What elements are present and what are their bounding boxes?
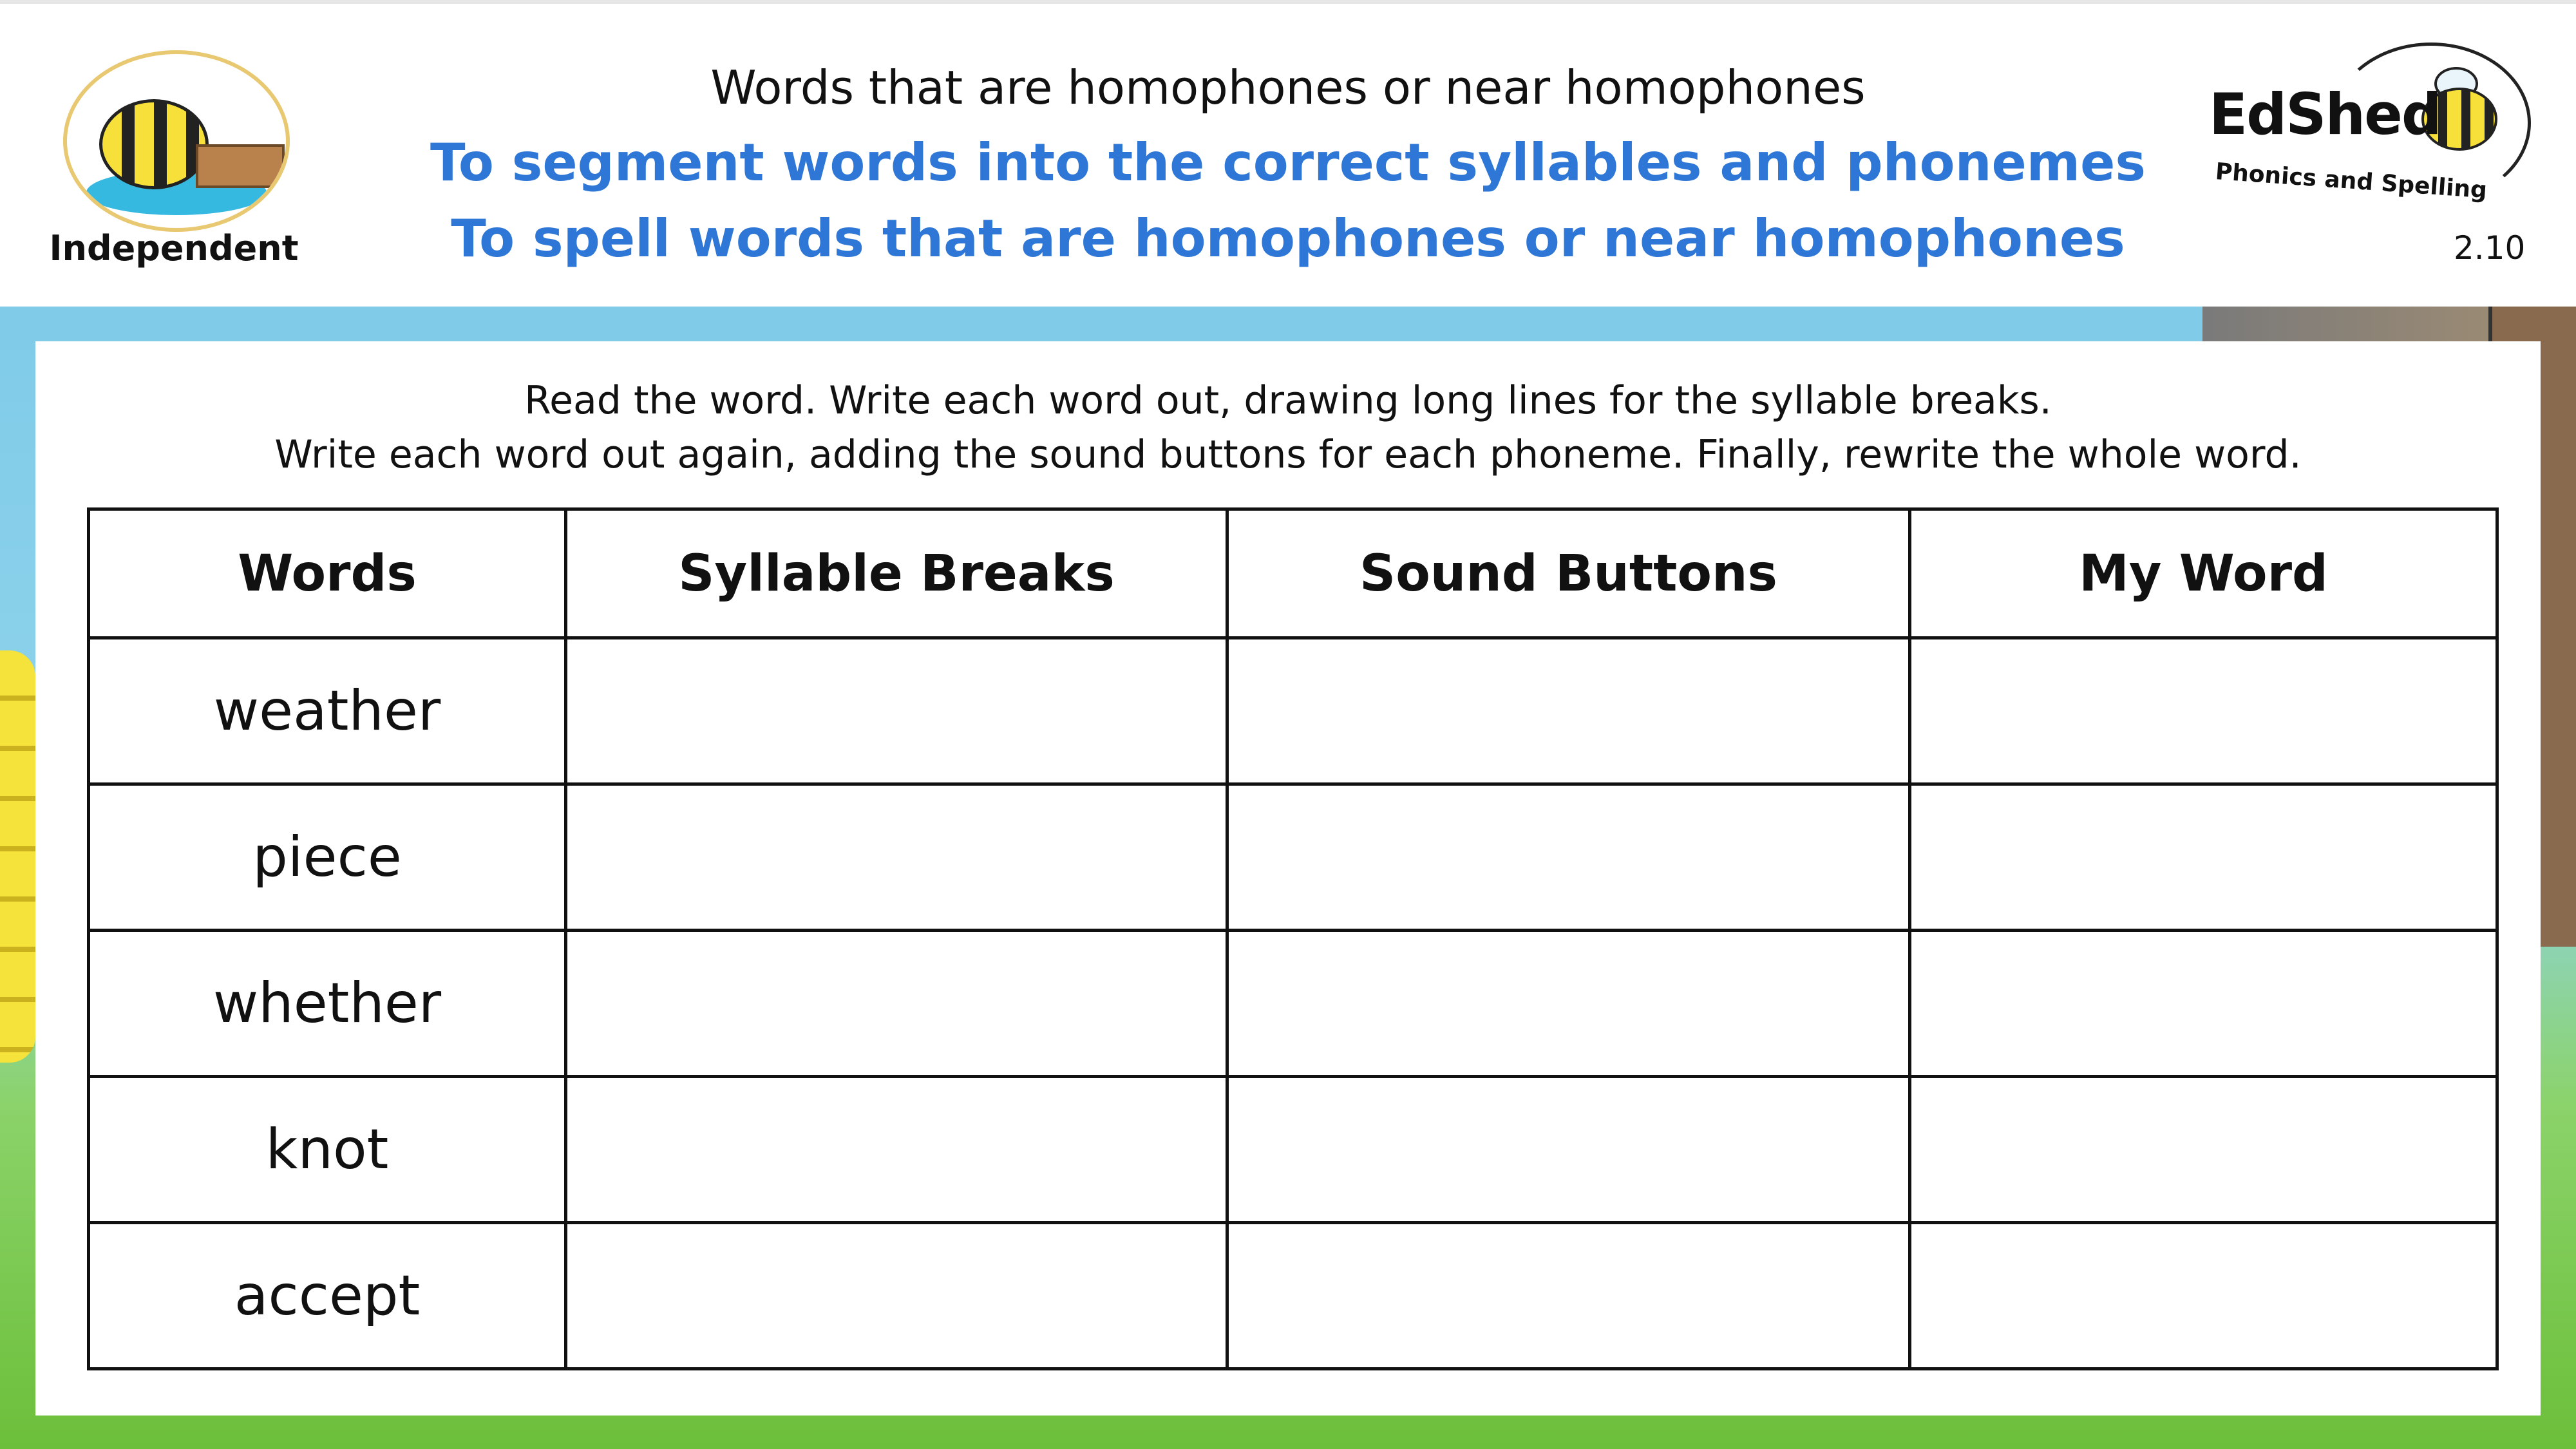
table-row [89,1223,2497,1369]
sound-buttons-cell[interactable] [1227,784,1910,931]
word-cell: accept [89,1223,566,1369]
sound-buttons-cell[interactable] [1227,1077,1910,1223]
my-word-cell[interactable] [1910,1223,2497,1369]
worksheet-card [35,341,2541,1416]
branch-illustration [2202,303,2492,341]
table-row [89,784,2497,931]
learning-objective-1: To segment words into the correct syllables and phonemes [430,133,2146,193]
my-word-cell[interactable] [1910,784,2497,931]
table-row [89,638,2497,784]
sound-buttons-cell[interactable] [1227,931,1910,1077]
word-cell: piece [89,784,566,931]
header-my-word: My Word [1910,509,2497,638]
brand-logo: EdShed [2209,81,2441,147]
level-label: Independent [49,228,299,269]
instruction-line-1: Read the word. Write each word out, drawing long lines for the syllable breaks. [524,378,2052,423]
word-cell: whether [89,931,566,1077]
my-word-cell[interactable] [1910,638,2497,784]
header-words: Words [89,509,566,638]
syllable-breaks-cell[interactable] [566,1077,1227,1223]
brand-tagline: Phonics and Spelling [2214,158,2488,204]
worksheet-table [87,507,2499,1370]
header-sound-buttons: Sound Buttons [1227,509,1910,638]
sound-buttons-cell[interactable] [1227,638,1910,784]
word-cell: weather [89,638,566,784]
table-row [89,931,2497,1077]
worksheet-header [0,0,2576,307]
syllable-breaks-cell[interactable] [566,1223,1227,1369]
header-syllable-breaks: Syllable Breaks [566,509,1227,638]
beehive-illustration [0,650,35,1063]
my-word-cell[interactable] [1910,931,2497,1077]
page-number: 2.10 [2454,229,2526,267]
word-cell: knot [89,1077,566,1223]
syllable-breaks-cell[interactable] [566,784,1227,931]
table-row [89,1077,2497,1223]
instructions [35,374,2541,482]
table-header-row [89,509,2497,638]
syllable-breaks-cell[interactable] [566,931,1227,1077]
syllable-breaks-cell[interactable] [566,638,1227,784]
worksheet-subtitle: Words that are homophones or near homophones [710,61,1866,115]
my-word-cell[interactable] [1910,1077,2497,1223]
instruction-line-2: Write each word out again, adding the sound buttons for each phoneme. Finally, rewrite the whole word. [274,432,2302,477]
learning-objective-2: To spell words that are homophones or near homophones [451,209,2125,269]
sound-buttons-cell[interactable] [1227,1223,1910,1369]
